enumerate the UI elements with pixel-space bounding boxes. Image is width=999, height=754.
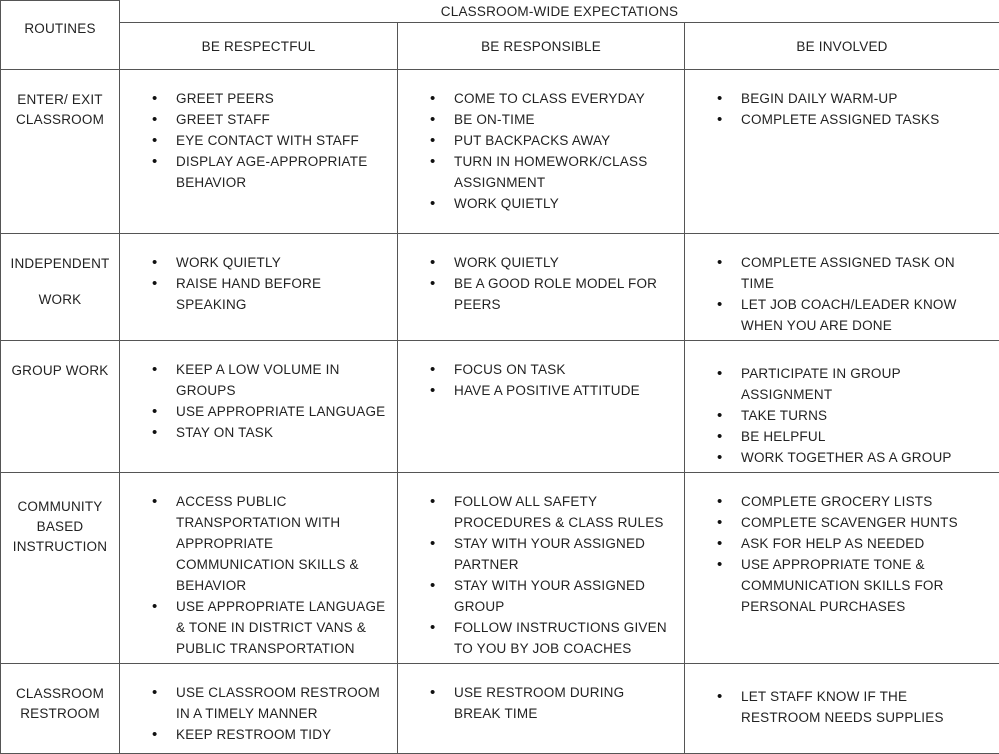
list-item: • USE APPROPRIATE LANGUAGE & TONE IN DISTRICT VANS & PUBLIC TRANSPORTATION: [150, 596, 387, 659]
bullet-list: [715, 88, 989, 130]
list-item: • DISPLAY AGE-APPROPRIATE BEHAVIOR: [150, 151, 387, 193]
list-item: • COMPLETE ASSIGNED TASK ON TIME: [715, 252, 989, 294]
bullet-list: [150, 88, 387, 193]
involved-cell: [685, 664, 999, 754]
column-header-label: BE RESPONSIBLE: [481, 39, 601, 54]
list-item: • TAKE TURNS: [715, 405, 989, 426]
bullet-list: [150, 252, 387, 315]
list-item: • STAY WITH YOUR ASSIGNED PARTNER: [428, 533, 674, 575]
table-row: [1, 70, 999, 234]
list-item: • BE HELPFUL: [715, 426, 989, 447]
list-item: • BE ON-TIME: [428, 109, 674, 130]
routine-label: GROUP WORK: [11, 363, 108, 378]
responsible-cell: [398, 473, 685, 664]
table-row: [1, 341, 999, 473]
involved-cell: [685, 341, 999, 473]
responsible-cell: [398, 664, 685, 754]
list-item: • LET JOB COACH/LEADER KNOW WHEN YOU ARE DONE: [715, 294, 989, 336]
bullet-list: [150, 491, 387, 659]
classroom-wide-label: CLASSROOM-WIDE EXPECTATIONS: [441, 4, 678, 19]
involved-cell: [685, 473, 999, 664]
column-header-label: BE INVOLVED: [796, 39, 887, 54]
list-item: • USE CLASSROOM RESTROOM IN A TIMELY MANNER: [150, 682, 387, 724]
list-item: • FOLLOW INSTRUCTIONS GIVEN TO YOU BY JOB COACHES: [428, 617, 674, 659]
involved-cell: [685, 234, 999, 341]
respectful-cell: [120, 664, 398, 754]
responsible-cell: [398, 234, 685, 341]
list-item: • FOCUS ON TASK: [428, 359, 674, 380]
list-item: • COME TO CLASS EVERYDAY: [428, 88, 674, 109]
list-item: • USE RESTROOM DURING BREAK TIME: [428, 682, 674, 724]
list-item: • WORK QUIETLY: [428, 193, 674, 214]
list-item: • COMPLETE ASSIGNED TASKS: [715, 109, 989, 130]
table-row: [1, 664, 999, 754]
list-item: • STAY ON TASK: [150, 422, 387, 443]
list-item: • WORK QUIETLY: [150, 252, 387, 273]
list-item: • KEEP A LOW VOLUME IN GROUPS: [150, 359, 387, 401]
bullet-list: [428, 88, 674, 214]
list-item: • PUT BACKPACKS AWAY: [428, 130, 674, 151]
routine-label: ENTER/ EXIT CLASSROOM: [16, 92, 104, 127]
list-item: • FOLLOW ALL SAFETY PROCEDURES & CLASS RULES: [428, 491, 674, 533]
column-header-label: BE RESPECTFUL: [202, 39, 316, 54]
list-item: • TURN IN HOMEWORK/CLASS ASSIGNMENT: [428, 151, 674, 193]
list-item: • GREET PEERS: [150, 88, 387, 109]
list-item: • LET STAFF KNOW IF THE RESTROOM NEEDS SUPPLIES: [715, 686, 989, 728]
respectful-cell: [120, 341, 398, 473]
column-header-respectful: [120, 23, 398, 70]
respectful-cell: [120, 234, 398, 341]
routines-header: [1, 1, 120, 70]
bullet-list: [428, 359, 674, 401]
routine-label: CLASSROOM RESTROOM: [16, 686, 104, 721]
respectful-cell: [120, 473, 398, 664]
bullet-list: [428, 682, 674, 724]
list-item: • STAY WITH YOUR ASSIGNED GROUP: [428, 575, 674, 617]
routine-label-cell: [1, 70, 120, 234]
bullet-list: [715, 252, 989, 336]
header-row-top: [1, 1, 999, 23]
list-item: • PARTICIPATE IN GROUP ASSIGNMENT: [715, 363, 989, 405]
routine-label-cell: [1, 341, 120, 473]
list-item: • EYE CONTACT WITH STAFF: [150, 130, 387, 151]
list-item: • WORK TOGETHER AS A GROUP: [715, 447, 989, 468]
respectful-cell: [120, 70, 398, 234]
bullet-list: [428, 491, 674, 659]
column-header-involved: [685, 23, 999, 70]
list-item: • ACCESS PUBLIC TRANSPORTATION WITH APPROPRIATE COMMUNICATION SKILLS & BEHAVIOR: [150, 491, 387, 596]
table-row: [1, 234, 999, 341]
routine-label-cell: [1, 664, 120, 754]
bullet-list: [150, 682, 387, 745]
responsible-cell: [398, 341, 685, 473]
list-item: • GREET STAFF: [150, 109, 387, 130]
responsible-cell: [398, 70, 685, 234]
list-item: • BEGIN DAILY WARM-UP: [715, 88, 989, 109]
involved-cell: [685, 70, 999, 234]
list-item: • USE APPROPRIATE LANGUAGE: [150, 401, 387, 422]
bullet-list: [428, 252, 674, 315]
routine-label-cell: [1, 473, 120, 664]
list-item: • COMPLETE GROCERY LISTS: [715, 491, 989, 512]
list-item: • RAISE HAND BEFORE SPEAKING: [150, 273, 387, 315]
list-item: • BE A GOOD ROLE MODEL FOR PEERS: [428, 273, 674, 315]
routines-header-label: ROUTINES: [24, 21, 95, 36]
bullet-list: [150, 359, 387, 443]
list-item: • WORK QUIETLY: [428, 252, 674, 273]
bullet-list: [715, 686, 989, 728]
column-header-responsible: [398, 23, 685, 70]
header-row-columns: [1, 23, 999, 70]
list-item: • HAVE A POSITIVE ATTITUDE: [428, 380, 674, 401]
routine-label-cell: [1, 234, 120, 341]
list-item: • USE APPROPRIATE TONE & COMMUNICATION SKILLS FOR PERSONAL PURCHASES: [715, 554, 989, 617]
routine-label: COMMUNITY BASED INSTRUCTION: [13, 499, 107, 554]
list-item: • COMPLETE SCAVENGER HUNTS: [715, 512, 989, 533]
classroom-wide-header: [120, 1, 999, 23]
list-item: • KEEP RESTROOM TIDY: [150, 724, 387, 745]
routine-label: INDEPENDENT WORK: [11, 256, 110, 307]
bullet-list: [715, 363, 989, 468]
bullet-list: [715, 491, 989, 617]
table-row: [1, 473, 999, 664]
list-item: • ASK FOR HELP AS NEEDED: [715, 533, 989, 554]
